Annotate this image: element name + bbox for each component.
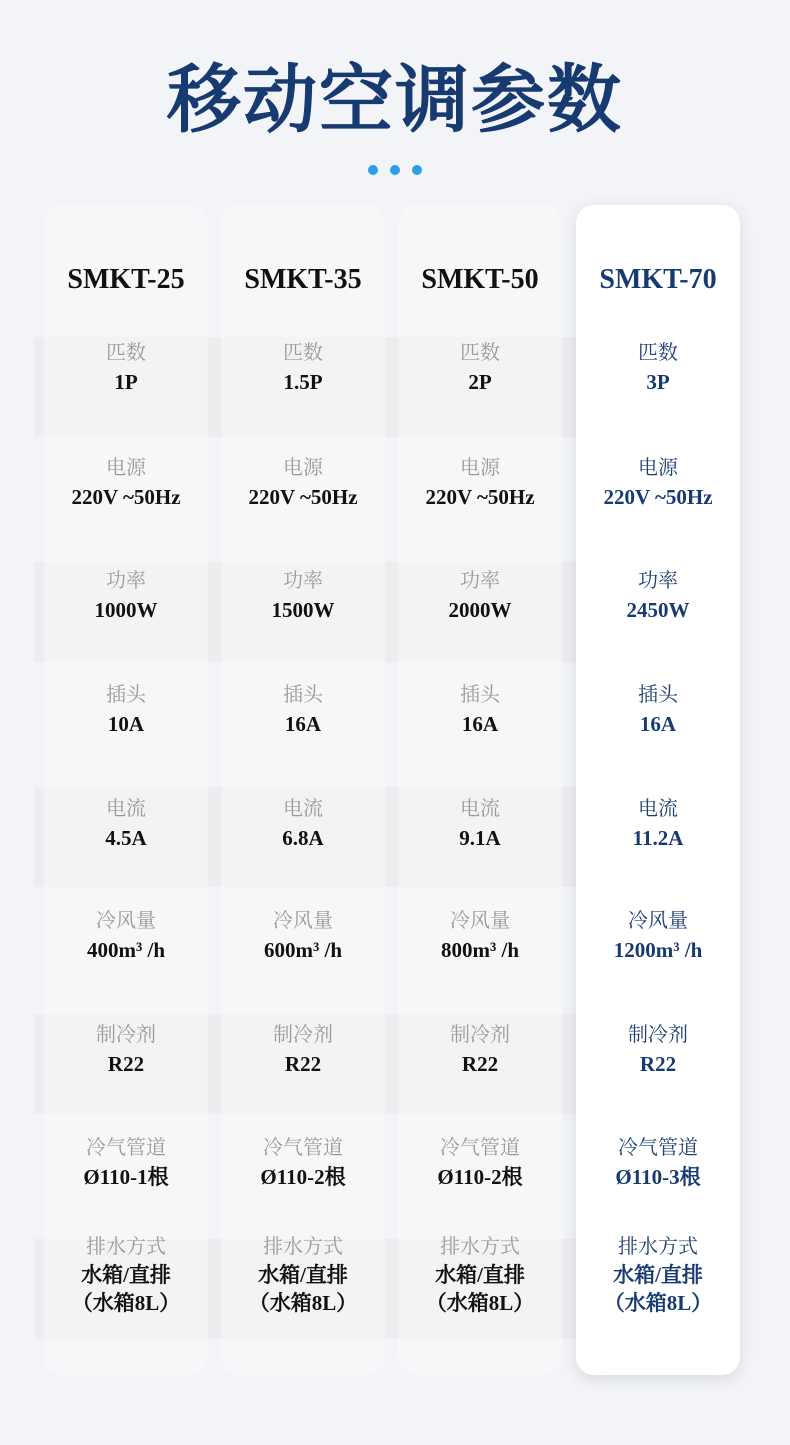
spec-value: 1P bbox=[114, 370, 138, 394]
spec-value: 2000W bbox=[448, 598, 512, 622]
spec-cell-refrigerant bbox=[576, 1019, 740, 1079]
spec-value: 水箱/直排 bbox=[613, 1263, 703, 1287]
spec-cell-power-supply bbox=[221, 452, 385, 512]
dot-icon bbox=[390, 165, 400, 175]
spec-cell-airflow bbox=[398, 905, 562, 965]
spec-label: 冷气管道 bbox=[440, 1135, 520, 1159]
spec-cell-horsepower bbox=[398, 337, 562, 397]
spec-cell-refrigerant bbox=[221, 1019, 385, 1079]
spec-value: 220V ~50Hz bbox=[71, 485, 181, 509]
spec-value: 1200m³ /h bbox=[613, 938, 703, 962]
spec-value-note: （水箱8L） bbox=[71, 1291, 181, 1315]
spec-cell-horsepower bbox=[576, 337, 740, 397]
spec-label: 排水方式 bbox=[263, 1234, 343, 1258]
spec-value: 16A bbox=[284, 712, 322, 736]
spec-value: 16A bbox=[461, 712, 499, 736]
spec-label: 冷风量 bbox=[450, 908, 510, 932]
spec-value: R22 bbox=[284, 1052, 322, 1076]
spec-label: 冷气管道 bbox=[263, 1135, 343, 1159]
spec-label: 插头 bbox=[283, 682, 323, 706]
spec-value: 220V ~50Hz bbox=[425, 485, 535, 509]
spec-cell-horsepower bbox=[221, 337, 385, 397]
spec-value: Ø110-2根 bbox=[437, 1165, 523, 1189]
spec-label: 排水方式 bbox=[440, 1234, 520, 1258]
spec-label: 功率 bbox=[638, 568, 678, 592]
spec-value: 2450W bbox=[626, 598, 690, 622]
spec-value: R22 bbox=[107, 1052, 145, 1076]
spec-label: 冷气管道 bbox=[618, 1135, 698, 1159]
spec-cell-duct bbox=[576, 1132, 740, 1192]
spec-value: 400m³ /h bbox=[86, 938, 166, 962]
spec-value: 3P bbox=[646, 370, 670, 394]
spec-value: 1500W bbox=[271, 598, 335, 622]
model-column-smkt-70 bbox=[576, 205, 740, 1375]
spec-value: 220V ~50Hz bbox=[603, 485, 713, 509]
spec-cell-drainage bbox=[576, 1231, 740, 1318]
spec-label: 排水方式 bbox=[618, 1234, 698, 1258]
spec-value: 10A bbox=[107, 712, 145, 736]
model-column-smkt-25 bbox=[44, 205, 208, 1375]
spec-cell-wattage bbox=[398, 565, 562, 625]
model-name: SMKT-25 bbox=[67, 264, 185, 295]
spec-label: 冷气管道 bbox=[86, 1135, 166, 1159]
spec-value: 2P bbox=[468, 370, 492, 394]
spec-cell-refrigerant bbox=[44, 1019, 208, 1079]
spec-value: 9.1A bbox=[459, 826, 501, 850]
spec-cell-duct bbox=[44, 1132, 208, 1192]
spec-value-note: （水箱8L） bbox=[425, 1291, 535, 1315]
spec-label: 电流 bbox=[283, 796, 323, 820]
spec-label: 制冷剂 bbox=[450, 1022, 510, 1046]
spec-label: 电源 bbox=[638, 455, 678, 479]
spec-label: 匹数 bbox=[460, 340, 500, 364]
spec-cell-current bbox=[398, 793, 562, 853]
spec-value: 600m³ /h bbox=[263, 938, 343, 962]
spec-label: 匹数 bbox=[283, 340, 323, 364]
spec-label: 插头 bbox=[638, 682, 678, 706]
spec-value: R22 bbox=[461, 1052, 499, 1076]
spec-label: 匹数 bbox=[638, 340, 678, 364]
model-name: SMKT-50 bbox=[421, 264, 539, 295]
spec-cell-plug bbox=[221, 679, 385, 739]
spec-label: 冷风量 bbox=[628, 908, 688, 932]
spec-value: 1.5P bbox=[283, 370, 323, 394]
spec-label: 插头 bbox=[460, 682, 500, 706]
spec-cell-wattage bbox=[44, 565, 208, 625]
model-column-smkt-35 bbox=[221, 205, 385, 1375]
spec-label: 电源 bbox=[283, 455, 323, 479]
spec-cell-plug bbox=[44, 679, 208, 739]
spec-value: 800m³ /h bbox=[440, 938, 520, 962]
spec-label: 功率 bbox=[106, 568, 146, 592]
spec-label: 电流 bbox=[638, 796, 678, 820]
spec-cell-horsepower bbox=[44, 337, 208, 397]
spec-cell-current bbox=[576, 793, 740, 853]
spec-value: 水箱/直排 bbox=[258, 1263, 348, 1287]
spec-value: 220V ~50Hz bbox=[248, 485, 358, 509]
spec-value: Ø110-2根 bbox=[260, 1165, 346, 1189]
spec-value: 水箱/直排 bbox=[435, 1263, 525, 1287]
dot-icon bbox=[412, 165, 422, 175]
spec-cell-duct bbox=[398, 1132, 562, 1192]
spec-label: 排水方式 bbox=[86, 1234, 166, 1258]
spec-cell-refrigerant bbox=[398, 1019, 562, 1079]
spec-cell-current bbox=[44, 793, 208, 853]
spec-label: 功率 bbox=[283, 568, 323, 592]
spec-value: R22 bbox=[639, 1052, 677, 1076]
spec-label: 电流 bbox=[460, 796, 500, 820]
spec-cell-plug bbox=[398, 679, 562, 739]
spec-cell-plug bbox=[576, 679, 740, 739]
spec-cell-power-supply bbox=[576, 452, 740, 512]
spec-value-note: （水箱8L） bbox=[603, 1291, 713, 1315]
spec-label: 制冷剂 bbox=[628, 1022, 688, 1046]
spec-value: 1000W bbox=[94, 598, 158, 622]
spec-value: 6.8A bbox=[282, 826, 324, 850]
spec-cell-power-supply bbox=[44, 452, 208, 512]
spec-label: 冷风量 bbox=[273, 908, 333, 932]
spec-cell-drainage bbox=[44, 1231, 208, 1318]
decorative-dots bbox=[0, 165, 790, 177]
spec-value: 16A bbox=[639, 712, 677, 736]
spec-cell-drainage bbox=[221, 1231, 385, 1318]
spec-cell-power-supply bbox=[398, 452, 562, 512]
spec-value: 4.5A bbox=[105, 826, 147, 850]
model-name: SMKT-35 bbox=[244, 264, 362, 295]
model-column-smkt-50 bbox=[398, 205, 562, 1375]
spec-cell-wattage bbox=[221, 565, 385, 625]
page-title: 移动空调参数 bbox=[167, 57, 623, 143]
spec-cell-airflow bbox=[44, 905, 208, 965]
spec-label: 电源 bbox=[460, 455, 500, 479]
spec-label: 电源 bbox=[106, 455, 146, 479]
spec-value: 11.2A bbox=[632, 826, 684, 850]
spec-cell-wattage bbox=[576, 565, 740, 625]
spec-label: 电流 bbox=[106, 796, 146, 820]
model-name: SMKT-70 bbox=[599, 264, 717, 295]
spec-cell-duct bbox=[221, 1132, 385, 1192]
spec-value-note: （水箱8L） bbox=[248, 1291, 358, 1315]
spec-label: 制冷剂 bbox=[96, 1022, 156, 1046]
spec-value: 水箱/直排 bbox=[81, 1263, 171, 1287]
spec-cell-airflow bbox=[221, 905, 385, 965]
spec-value: Ø110-1根 bbox=[83, 1165, 169, 1189]
spec-label: 冷风量 bbox=[96, 908, 156, 932]
spec-label: 功率 bbox=[460, 568, 500, 592]
spec-cell-airflow bbox=[576, 905, 740, 965]
spec-cell-current bbox=[221, 793, 385, 853]
spec-label: 制冷剂 bbox=[273, 1022, 333, 1046]
spec-label: 插头 bbox=[106, 682, 146, 706]
dot-icon bbox=[368, 165, 378, 175]
spec-label: 匹数 bbox=[106, 340, 146, 364]
spec-cell-drainage bbox=[398, 1231, 562, 1318]
spec-value: Ø110-3根 bbox=[615, 1165, 701, 1189]
